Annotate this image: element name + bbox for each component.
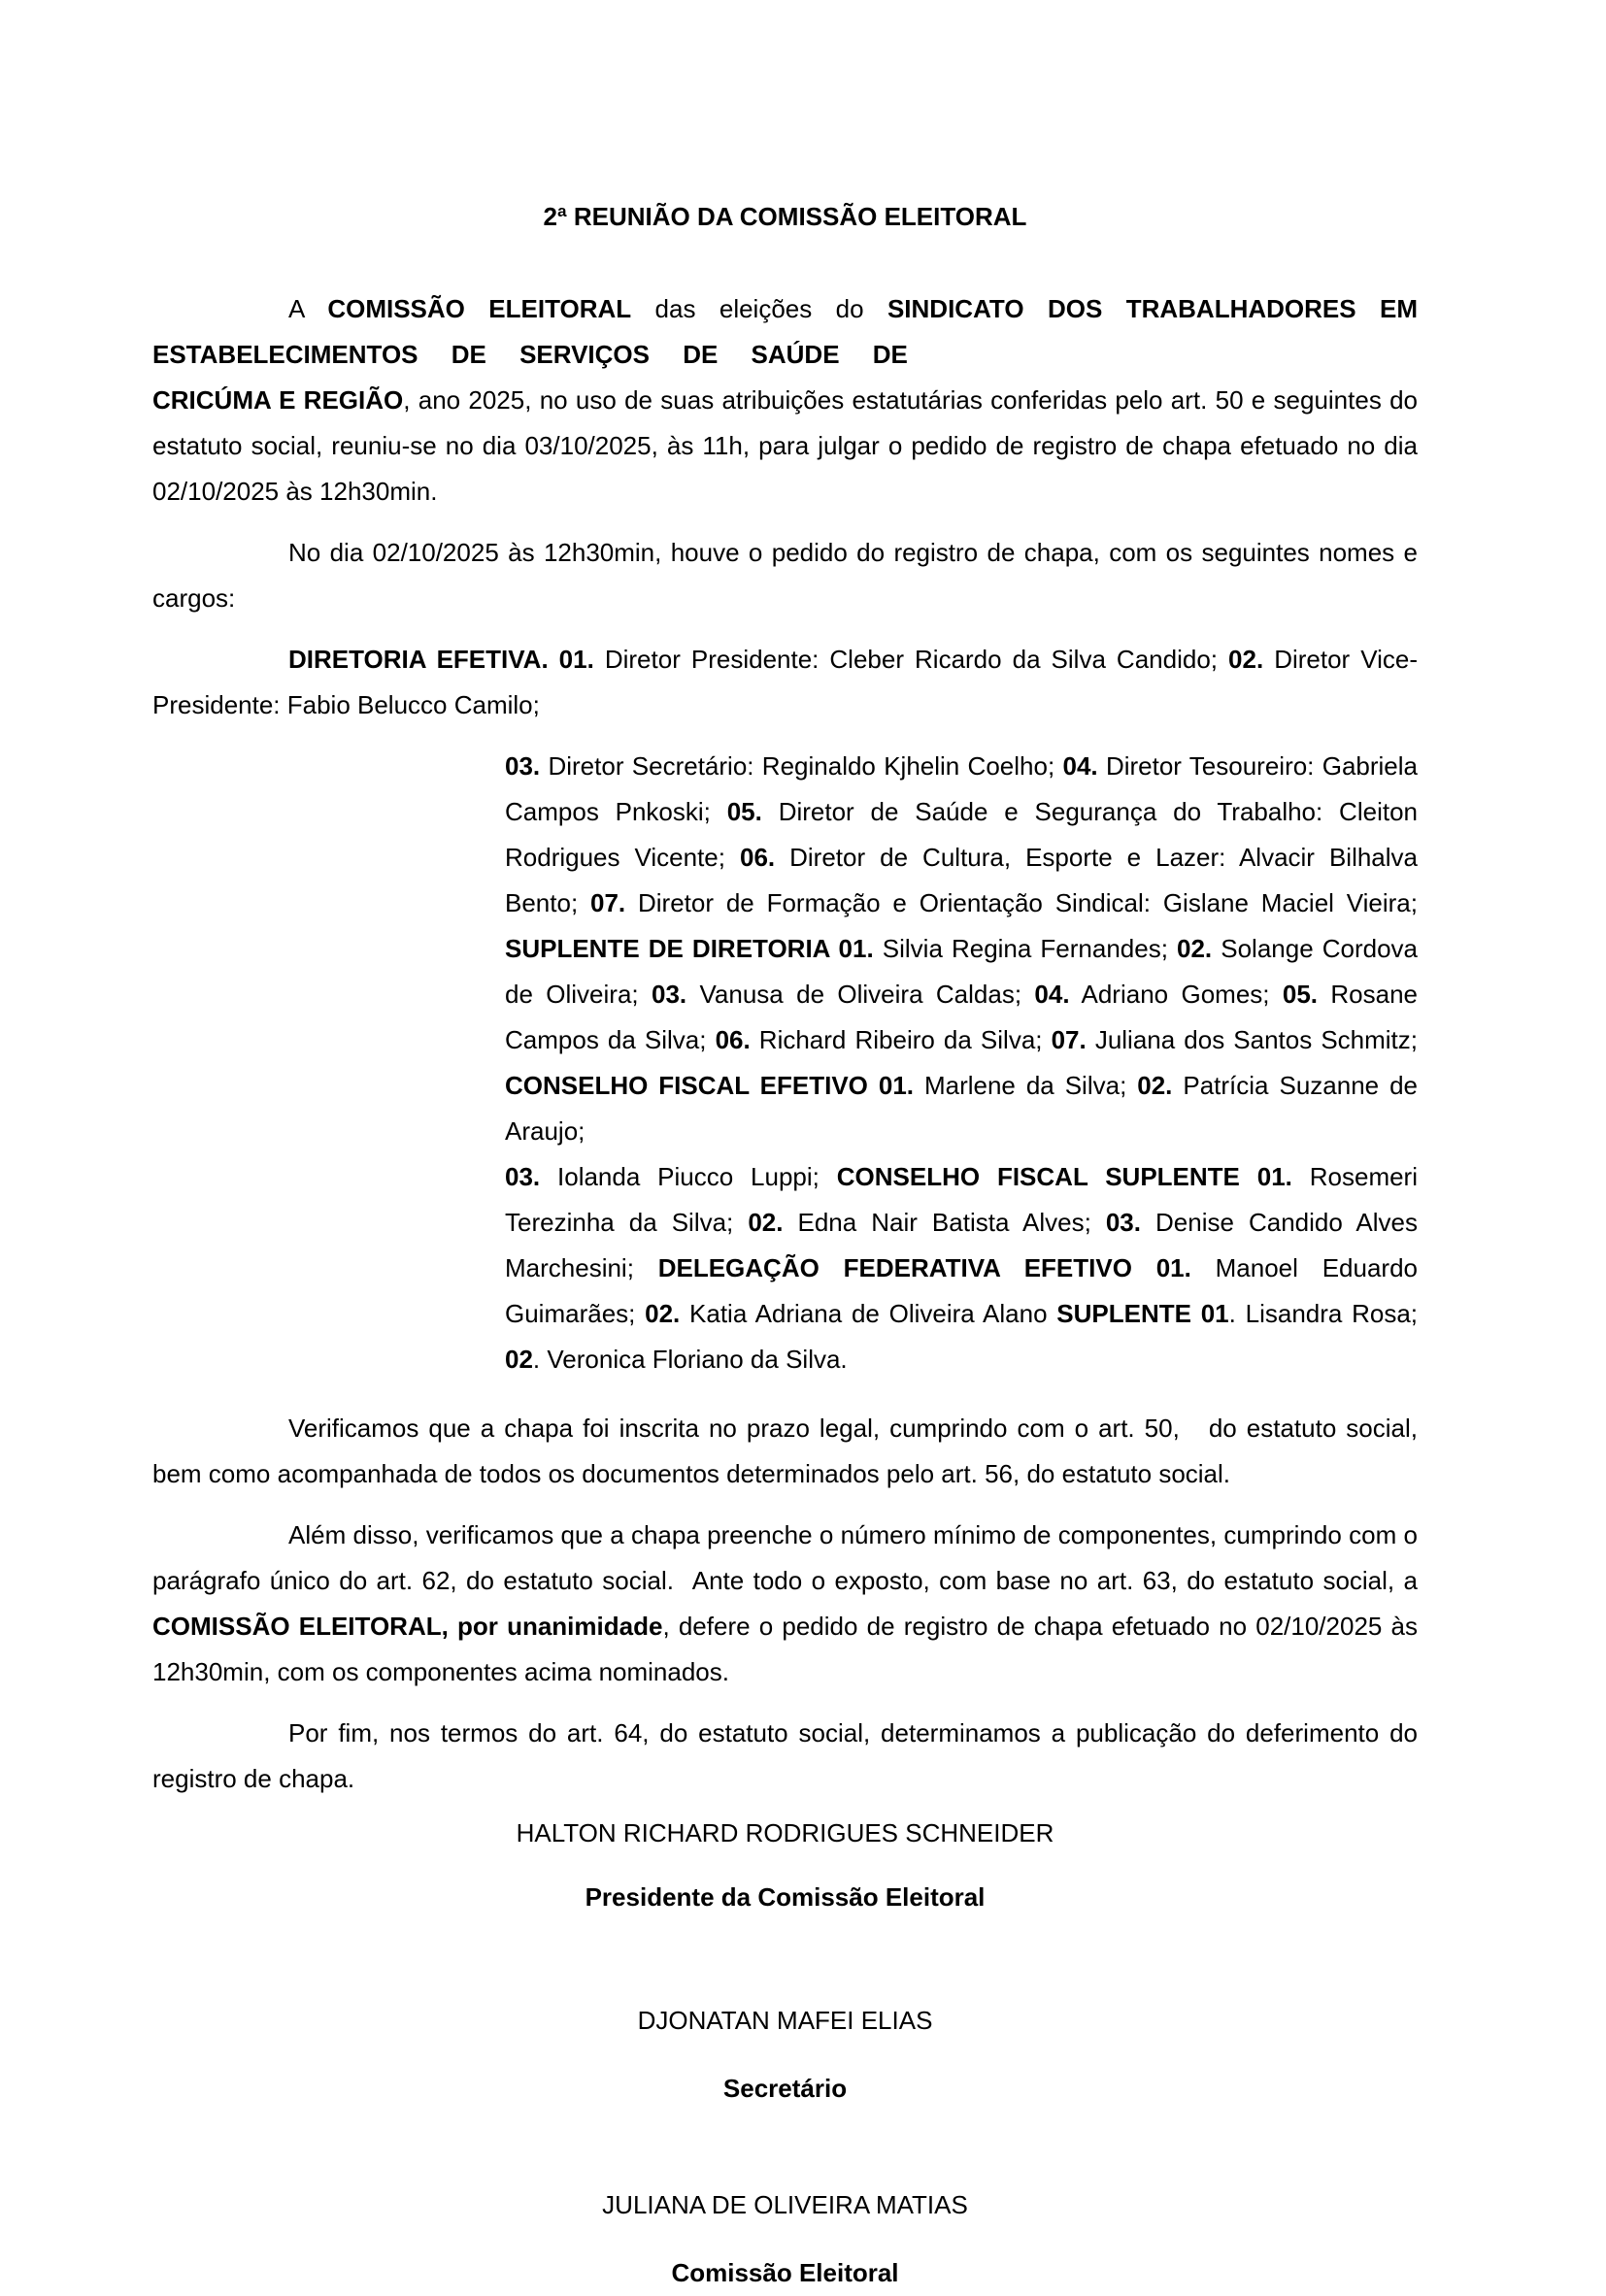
text-run: Silvia Regina Fernandes; xyxy=(873,934,1178,963)
bold-text-run: DELEGAÇÃO FEDERATIVA EFETIVO 01. xyxy=(657,1253,1191,1282)
text-run: Adriano Gomes; xyxy=(1069,980,1283,1009)
bold-text-run: 02. xyxy=(1177,934,1213,963)
text-run: Rosane Campos da Silva; xyxy=(505,980,1419,1054)
paragraph-diretoria-efetiva xyxy=(152,637,1418,728)
signature-role-member: Comissão Eleitoral xyxy=(671,2258,899,2287)
bold-text-run: 02. xyxy=(1228,645,1264,674)
bold-text-run: SUPLENTE DE DIRETORIA 01. xyxy=(505,934,874,963)
text-run: . Veronica Floriano da Silva. xyxy=(532,1345,848,1374)
text-run: . Lisandra Rosa; xyxy=(1228,1299,1419,1328)
text-run: Diretor de Saúde e Segurança do Trabalho: Cleiton Rodrigues Vicente; xyxy=(505,797,1418,872)
bold-text-run: DIRETORIA EFETIVA. 01. xyxy=(288,645,594,674)
signature-block xyxy=(152,1811,1418,2296)
bold-text-run: 02 xyxy=(505,1345,533,1374)
bold-text-run: 03. xyxy=(1105,1208,1141,1237)
signature-name-president: HALTON RICHARD RODRIGUES SCHNEIDER xyxy=(516,1818,1054,1847)
text-run: Diretor de Formação e Orientação Sindical: Gislane Maciel Vieira; xyxy=(625,888,1418,917)
text-run: Diretor Presidente: Cleber Ricardo da Silva Candido; xyxy=(593,645,1229,674)
bold-text-run: 03. xyxy=(505,1162,541,1191)
text-run: das eleições do xyxy=(631,294,887,323)
signature-role-secretary: Secretário xyxy=(722,2074,848,2103)
text-run: Diretor de Cultura, Esporte e Lazer: Alvacir Bilhalva Bento; xyxy=(505,843,1419,917)
text-run: Marlene da Silva; xyxy=(914,1071,1138,1100)
bold-text-run: 06. xyxy=(739,843,776,872)
document-title: 2ª REUNIÃO DA COMISSÃO ELEITORAL xyxy=(543,202,1027,231)
text-run: Manoel Eduardo Guimarães; xyxy=(505,1253,1418,1328)
bold-text-run: CRICÚMA E REGIÃO xyxy=(152,385,404,415)
paragraph-opening-rest xyxy=(152,378,1418,515)
text-run: Richard Ribeiro da Silva; xyxy=(750,1025,1052,1054)
bold-text-run: 02. xyxy=(748,1208,784,1237)
bold-text-run: COMISSÃO ELEITORAL xyxy=(327,294,632,323)
bold-text-run: 03. xyxy=(652,980,687,1009)
paragraph-chapa-list-part1 xyxy=(505,744,1418,1154)
document-content xyxy=(152,194,1418,2296)
bold-text-run: 05. xyxy=(726,797,762,826)
paragraph-deferimento xyxy=(152,1513,1418,1695)
text-run: Iolanda Piucco Luppi; xyxy=(540,1162,837,1191)
bold-text-run: 07. xyxy=(590,888,626,917)
bold-text-run: CONSELHO FISCAL SUPLENTE 01. xyxy=(836,1162,1292,1191)
bold-text-run: 02. xyxy=(1137,1071,1173,1100)
bold-text-run: 02. xyxy=(645,1299,681,1328)
text-run: Rosemeri Terezinha da Silva; xyxy=(505,1162,1418,1237)
paragraph-prazo-legal: Verificamos que a chapa foi inscrita no prazo legal, cumprindo com o art. 50, do estatuto social, bem como acompanhada de todos os documentos determinados pelo art. 56, do estatuto social. xyxy=(152,1414,1418,1488)
signature-name-secretary: DJONATAN MAFEI ELIAS xyxy=(637,2006,933,2035)
text-run: Juliana dos Santos Schmitz; xyxy=(1086,1025,1418,1054)
text-run: , ano 2025, no uso de suas atribuições estatutárias conferidas pelo art. 50 e seguintes do estatuto social, reuniu-se no dia 03/10/2025, às 11h, para julgar o pedido de registro de chapa efetuado no dia 02/10/2025 às 12h30min. xyxy=(152,385,1419,506)
text-run: Vanusa de Oliveira Caldas; xyxy=(686,980,1035,1009)
paragraph-union-name-line: ESTABELECIMENTOS DE SERVIÇOS DE SAÚDE DE xyxy=(152,340,908,369)
text-run: Diretor Vice-Presidente: Fabio Belucco Camilo; xyxy=(152,645,1418,719)
text-run: Edna Nair Batista Alves; xyxy=(783,1208,1106,1237)
signature-role-president: Presidente da Comissão Eleitoral xyxy=(585,1882,986,1912)
text-run: Diretor Secretário: Reginaldo Kjhelin Coelho; xyxy=(540,751,1063,781)
bold-text-run: 06. xyxy=(715,1025,751,1054)
paragraph-opening-line1 xyxy=(152,286,1418,332)
bold-text-run: CONSELHO FISCAL EFETIVO 01. xyxy=(505,1071,914,1100)
text-run: , defere o pedido de registro de chapa efetuado no 02/10/2025 às 12h30min, com os componentes acima nominados. xyxy=(152,1612,1419,1686)
text-run: Solange Cordova de Oliveira; xyxy=(505,934,1418,1009)
paragraph-registration-request: No dia 02/10/2025 às 12h30min, houve o pedido do registro de chapa, com os seguintes nomes e cargos: xyxy=(152,538,1418,613)
text-run: Katia Adriana de Oliveira Alano xyxy=(680,1299,1057,1328)
bold-text-run: 04. xyxy=(1034,980,1070,1009)
text-run: Patrícia Suzanne de Araujo; xyxy=(505,1071,1418,1146)
text-run: Denise Candido Alves Marchesini; xyxy=(505,1208,1418,1282)
paragraph-chapa-list-part2 xyxy=(505,1154,1418,1382)
bold-text-run: 05. xyxy=(1282,980,1319,1009)
bold-text-run: 07. xyxy=(1051,1025,1087,1054)
bold-text-run: SINDICATO DOS TRABALHADORES EM xyxy=(887,294,1418,323)
bold-text-run: SUPLENTE 01 xyxy=(1056,1299,1229,1328)
text-run: Diretor Tesoureiro: Gabriela Campos Pnkoski; xyxy=(505,751,1418,826)
bold-text-run: 04. xyxy=(1062,751,1098,781)
text-run: Além disso, verificamos que a chapa preenche o número mínimo de componentes, cumprindo com o parágrafo único do art. 62, do estatuto social. Ante todo o exposto, com base no art. 63, do estatuto social, a xyxy=(152,1520,1418,1595)
bold-text-run: COMISSÃO ELEITORAL, por unanimidade xyxy=(152,1612,663,1641)
bold-text-run: 03. xyxy=(505,751,541,781)
paragraph-publicacao: Por fim, nos termos do art. 64, do estatuto social, determinamos a publicação do deferimento do registro de chapa. xyxy=(152,1718,1418,1793)
signature-name-member: JULIANA DE OLIVEIRA MATIAS xyxy=(602,2190,968,2219)
text-run: A xyxy=(288,294,328,323)
